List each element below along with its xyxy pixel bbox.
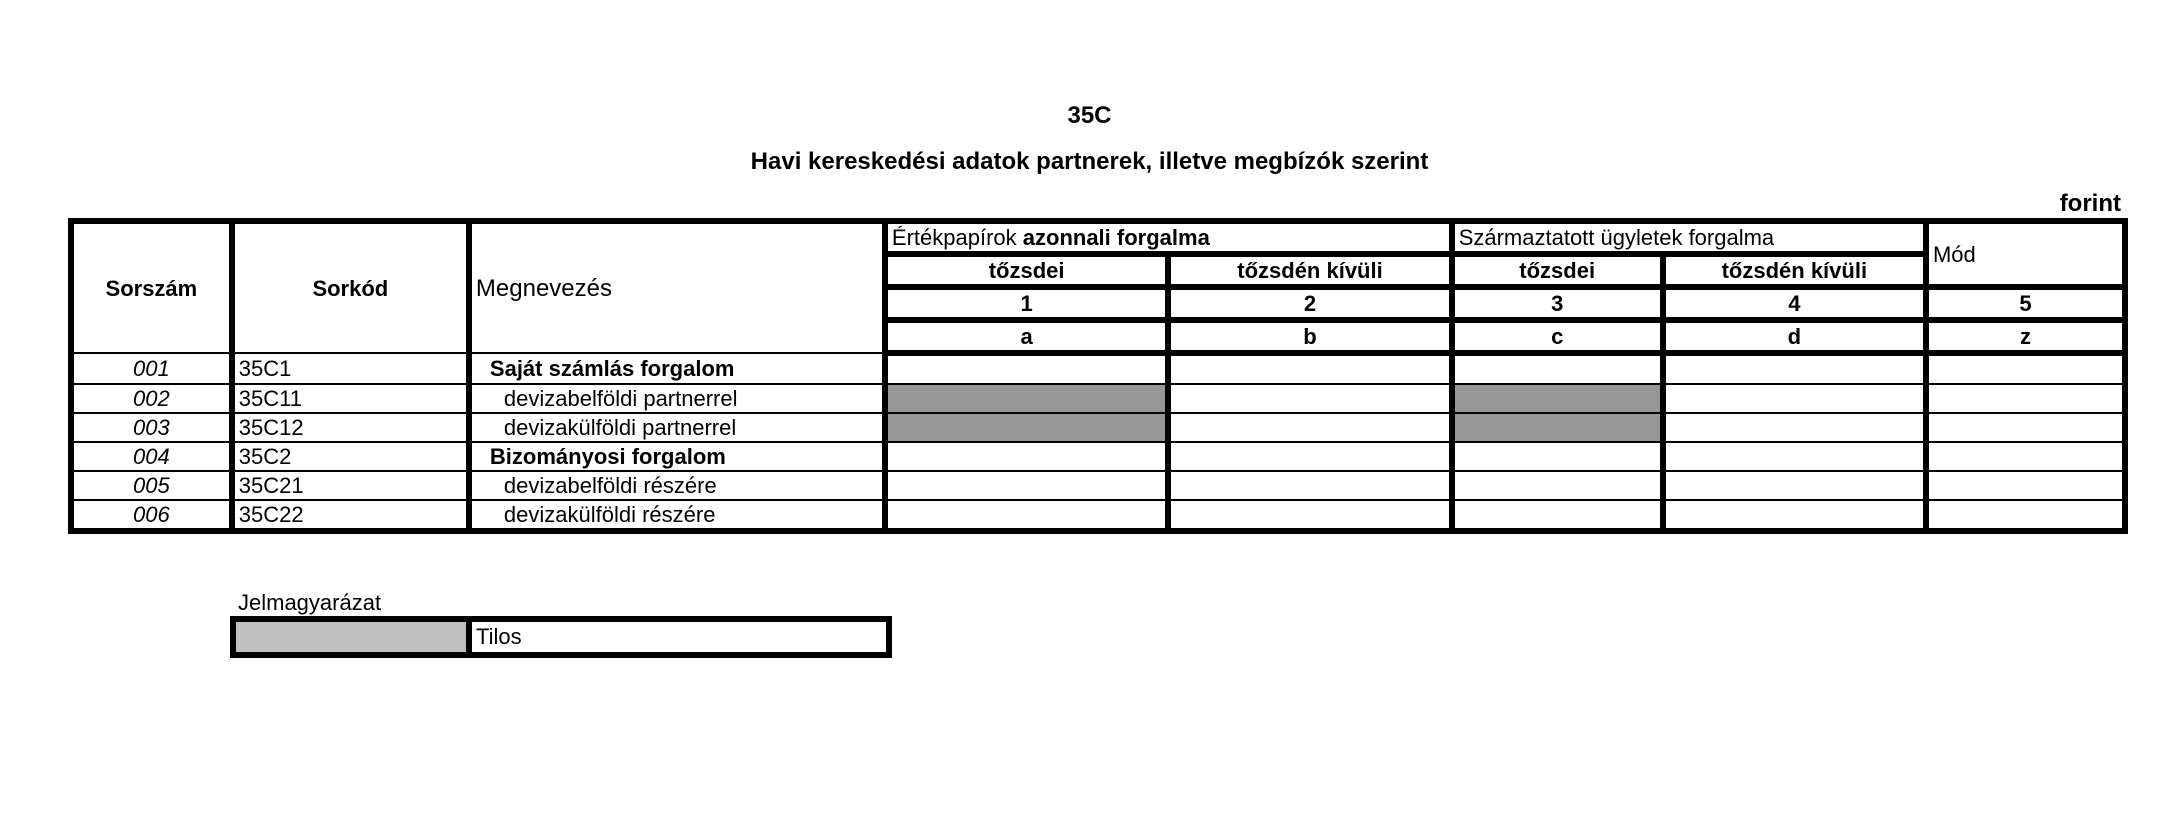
data-cell-5[interactable] <box>1926 471 2125 500</box>
header-sub-4: tőzsdén kívüli <box>1663 254 1926 287</box>
data-cell-4[interactable] <box>1663 500 1926 531</box>
row-sorkod: 35C12 <box>232 413 469 442</box>
header-group-securities-bold: azonnali forgalma <box>1022 225 1210 250</box>
table-row <box>71 500 2125 531</box>
data-cell-1 <box>885 413 1168 442</box>
data-cell-5[interactable] <box>1926 500 2125 531</box>
row-megnevezes: devizabelföldi partnerrel <box>469 384 885 413</box>
data-cell-1[interactable] <box>885 471 1168 500</box>
row-sorkod: 35C22 <box>232 500 469 531</box>
row-sorszam: 003 <box>71 413 232 442</box>
header-sorszam: Sorszám <box>71 221 232 353</box>
data-cell-3 <box>1452 413 1663 442</box>
data-cell-4[interactable] <box>1663 442 1926 471</box>
data-cell-3[interactable] <box>1452 471 1663 500</box>
table-row <box>71 413 2125 442</box>
data-cell-3[interactable] <box>1452 500 1663 531</box>
header-group-derivatives: Származtatott ügyletek forgalma <box>1452 221 1926 254</box>
row-megnevezes: devizakülföldi részére <box>469 500 885 531</box>
header-letter-c: c <box>1452 320 1663 353</box>
row-sorkod: 35C21 <box>232 471 469 500</box>
header-sub-3: tőzsdei <box>1452 254 1663 287</box>
data-cell-2[interactable] <box>1168 384 1451 413</box>
header-letter-b: b <box>1168 320 1451 353</box>
report-table <box>68 218 2128 534</box>
row-megnevezes: Saját számlás forgalom <box>469 353 885 384</box>
row-sorkod: 35C1 <box>232 353 469 384</box>
header-letter-z: z <box>1926 320 2125 353</box>
legend-title: Jelmagyarázat <box>238 590 382 615</box>
data-cell-5[interactable] <box>1926 413 2125 442</box>
legend-swatch <box>233 619 469 655</box>
table-row <box>71 353 2125 384</box>
data-cell-4[interactable] <box>1663 471 1926 500</box>
data-cell-4[interactable] <box>1663 384 1926 413</box>
table-row <box>71 442 2125 471</box>
header-letter-d: d <box>1663 320 1926 353</box>
data-cell-2[interactable] <box>1168 353 1451 384</box>
header-num-5: 5 <box>1926 287 2125 320</box>
table-body <box>71 353 2125 531</box>
header-group-securities-prefix: Értékpapírok <box>891 225 1023 250</box>
data-cell-2[interactable] <box>1168 500 1451 531</box>
header-mod: Mód <box>1926 221 2125 287</box>
table-row <box>71 471 2125 500</box>
data-cell-4[interactable] <box>1663 413 1926 442</box>
header-num-3: 3 <box>1452 287 1663 320</box>
header-letter-a: a <box>885 320 1168 353</box>
data-cell-1[interactable] <box>885 500 1168 531</box>
data-cell-2[interactable] <box>1168 471 1451 500</box>
data-cell-1[interactable] <box>885 442 1168 471</box>
unit-label: forint <box>2059 190 2121 217</box>
form-code: 35C <box>1067 102 1112 129</box>
data-cell-3[interactable] <box>1452 353 1663 384</box>
data-cell-5[interactable] <box>1926 442 2125 471</box>
data-cell-5[interactable] <box>1926 353 2125 384</box>
legend-forbidden-label: Tilos <box>469 619 889 655</box>
row-sorszam: 002 <box>71 384 232 413</box>
data-cell-2[interactable] <box>1168 413 1451 442</box>
row-megnevezes: devizabelföldi részére <box>469 471 885 500</box>
row-sorszam: 004 <box>71 442 232 471</box>
row-sorkod: 35C2 <box>232 442 469 471</box>
row-sorszam: 005 <box>71 471 232 500</box>
row-megnevezes: devizakülföldi partnerrel <box>469 413 885 442</box>
data-cell-3 <box>1452 384 1663 413</box>
header-megnevezes: Megnevezés <box>469 221 885 353</box>
header-sub-1: tőzsdei <box>885 254 1168 287</box>
page-title: Havi kereskedési adatok partnerek, illetve megbízók szerint <box>750 148 1429 175</box>
row-sorkod: 35C11 <box>232 384 469 413</box>
legend-table <box>230 616 892 658</box>
header-sub-2: tőzsdén kívüli <box>1168 254 1451 287</box>
data-cell-3[interactable] <box>1452 442 1663 471</box>
header-group-securities <box>885 221 1452 254</box>
header-num-4: 4 <box>1663 287 1926 320</box>
row-megnevezes: Bizományosi forgalom <box>469 442 885 471</box>
header-sorkod: Sorkód <box>232 221 469 353</box>
row-sorszam: 006 <box>71 500 232 531</box>
row-sorszam: 001 <box>71 353 232 384</box>
data-cell-1[interactable] <box>885 353 1168 384</box>
table-row <box>71 384 2125 413</box>
header-num-1: 1 <box>885 287 1168 320</box>
data-cell-4[interactable] <box>1663 353 1926 384</box>
data-cell-1 <box>885 384 1168 413</box>
data-cell-5[interactable] <box>1926 384 2125 413</box>
header-num-2: 2 <box>1168 287 1451 320</box>
data-cell-2[interactable] <box>1168 442 1451 471</box>
